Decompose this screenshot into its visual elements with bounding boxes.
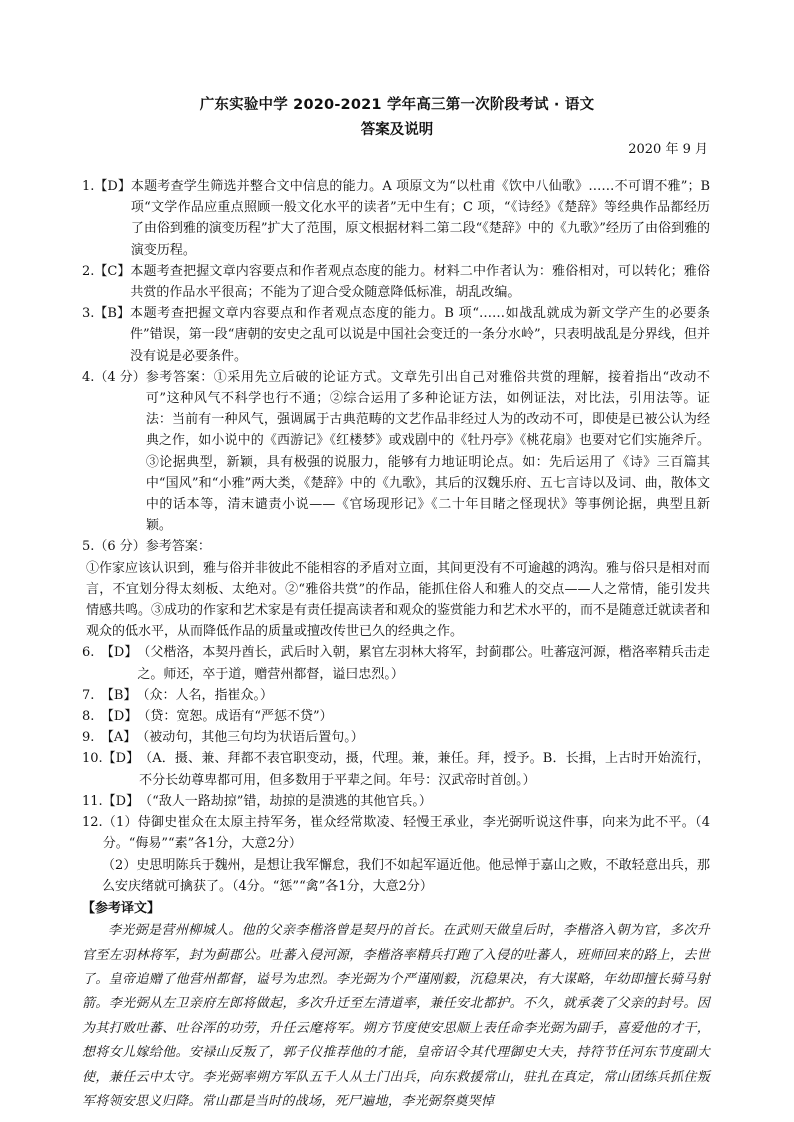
answer-item-9: [82, 727, 710, 748]
answer-item-11: [82, 791, 710, 812]
answer-item-6: [82, 642, 710, 684]
answer-item-10: [82, 748, 710, 790]
item-text: 本题考查学生筛选并整合文中信息的能力。A 项原文为“以杜甫《饮中八仙歌》……不可谓不雅”；B 项“文学作品应重点照顾一般文化水平的读者”无中生有；C 项，“《诗经》《楚辞》等经典作品都经历了由俗到雅的演变历程”扩大了范围，原文根据材料二第二段“《楚辞》中的《九歌》”经历了由俗到雅的演变历程。: [130, 179, 710, 258]
item-number: 9. 【A】: [82, 730, 137, 746]
translation-heading: 【参考译文】: [82, 900, 161, 916]
item-text: 参考答案：①采用先立后破的论证方式。文章先引出自己对雅俗共赏的理解，接着指出“改动不可”这种风气不科学也行不通；②综合运用了多种论证方法，如例证法，对比法，引用法等。证法：当前有一种风气，强调属于古典范畴的文艺作品非经过人为的改动不可，即使是已被公认为经典之作，如小说中的《西游记》《红楼梦》或戏剧中的《牡丹亭》《桃花扇》也要对它们实施斧斤。③论据典型，新颖，具有极强的说服力，能够有力地证明论点。如：先后运用了《诗》三百篇其中“国风”和“小雅”两大类，《楚辞》中的《九歌》，其后的汉魏乐府、五七言诗以及词、曲，散体文中的话本等，清末谴责小说——《官场现形记》《二十年目睹之怪现状》等事例论据，典型且新颖。: [145, 369, 710, 534]
answer-item-12: [82, 812, 710, 854]
item-text: 本题考查把握文章内容要点和作者观点态度的能力。材料二中作者认为：雅俗相对，可以转化；雅俗共赏的作品水平很高；不能为了迎合受众随意降低标准，胡乱改编。: [130, 263, 710, 301]
item-number: 1.【D】: [82, 179, 131, 194]
item-number: 8. 【D】: [82, 709, 138, 725]
item-text: 参考答案：: [145, 539, 211, 555]
answer-item-2: [82, 261, 710, 303]
answer-item-8: [82, 706, 710, 727]
item-text: （众：人名，指崔众。）: [136, 687, 273, 703]
item-text: 本题考查把握文章内容要点和作者观点态度的能力。B 项“……如战乱就成为新文学产生的必要条件”错误，第一段“唐朝的安史之乱可以说是中国社会变迁的一条分水岭”，只表明战乱是分界线，但并没有说是必要条件。: [129, 306, 710, 364]
item-number: 6. 【D】: [82, 645, 138, 661]
answer-item-7: [82, 685, 710, 706]
item-number: 7. 【B】: [82, 687, 137, 703]
answer-item-1: [82, 176, 710, 261]
item-text: （1）侍御史崔众在太原主持军务，崔众经常欺凌、轻慢王承业，李光弼听说这件事，向来为此不平。（4分。“侮易”“素”各1分，大意2分）: [102, 815, 710, 852]
item-text: （“敌人一路劫掠”错，劫掠的是溃逃的其他官兵。）: [139, 793, 432, 809]
answer-item-12-part-2: （2）史思明陈兵于魏州，是想让我军懈怠，我们不如起军逼近他。他忌惮于嘉山之败，不敢轻意出兵，那么安庆绪就可擒获了。（4分。“惩”“禽”各1分，大意2分）: [102, 857, 710, 894]
page-title: 广东实验中学 2020-2021 学年高三第一次阶段考试 · 语文: [199, 97, 595, 113]
item-number: 3.【B】: [82, 306, 130, 322]
item-number: 5.（6 分）: [82, 539, 146, 555]
answer-item-4: [82, 367, 710, 537]
item-text: （被动句，其他三句均为状语后置句。）: [136, 730, 364, 746]
item-text: （A．摄、兼、拜都不表官职变动，摄，代理。兼，兼任。拜，授予。B．长揖，上古时开始流行，不分长幼尊卑都可用，但多数用于平辈之间。年号：汉武帝时首创。）: [139, 751, 710, 788]
answer-item-3: [82, 303, 710, 367]
item-number: 2.【C】: [82, 263, 131, 279]
document-date: 2020 年 9 月: [628, 142, 708, 157]
item-number: 10.【D】: [82, 751, 140, 767]
answer-item-5-body: ①作家应该认识到，雅与俗并非彼此不能相容的矛盾对立面，其间更没有不可逾越的鸿沟。雅与俗只是相对而言，不宜划分得太刻板、太绝对。②“雅俗共赏”的作品，能抓住俗人和雅人的交点——人之常情，能引发共情感共鸣。③成功的作家和艺术家是有责任提高读者和观众的鉴赏能力和艺术水平的，而不是随意迁就读者和观众的低水平，从而降低作品的质量或擅改传世已久的经典之作。: [86, 560, 711, 640]
item-number: 4.（4 分）: [82, 369, 146, 385]
item-number: 12.: [82, 815, 103, 831]
answer-content: [82, 176, 710, 1114]
translation-text: 李光弼是营州柳城人。他的父亲李楷洛曾是契丹的首长。在武则天做皇后时，李楷洛入朝为官，多次升官至左羽林将军，封为蓟郡公。吐蕃入侵河源，李楷洛率精兵打跑了入侵的吐蕃人，班师回来的路上，去世了。皇帝追赠了他营州都督，谥号为忠烈。李光弼为个严谨刚毅，沉稳果决，有大谋略，年幼即擅长骑马射箭。李光弼从左卫亲府左郎将做起，多次升迁至左清道率，兼任安北都护。不久，就承袭了父亲的封号。因为其打败吐蕃、吐谷浑的功劳，升任云麾将军。朔方节度使安思顺上表任命李光弼为副手，喜爱他的才干，想将女儿嫁给他。安禄山反叛了，郭子仪推荐他的才能，皇帝诏令其代理御史大夫，持符节任河东节度副大使，兼任云中太守。李光弼率朔方军队五千人从土门出兵，向东救援常山，驻扎在真定，常山团练兵抓住叛军将领安思义归降。常山郡是当时的战场，死尸遍地，李光弼祭奠哭悼: [82, 923, 710, 1109]
item-number: 11.【D】: [82, 793, 140, 809]
answer-item-5: [82, 536, 710, 557]
item-text: （贷：宽恕。成语有“严惩不贷”）: [137, 709, 333, 725]
page-subtitle: 答案及说明: [360, 122, 434, 138]
item-text: （父楷洛，本契丹酋长，武后时入朝，累官左羽林大将军，封蓟郡公。吐蕃寇河源，楷洛率精兵击走之。师还，卒于道，赠营州都督，谥曰忠烈。）: [137, 645, 710, 682]
